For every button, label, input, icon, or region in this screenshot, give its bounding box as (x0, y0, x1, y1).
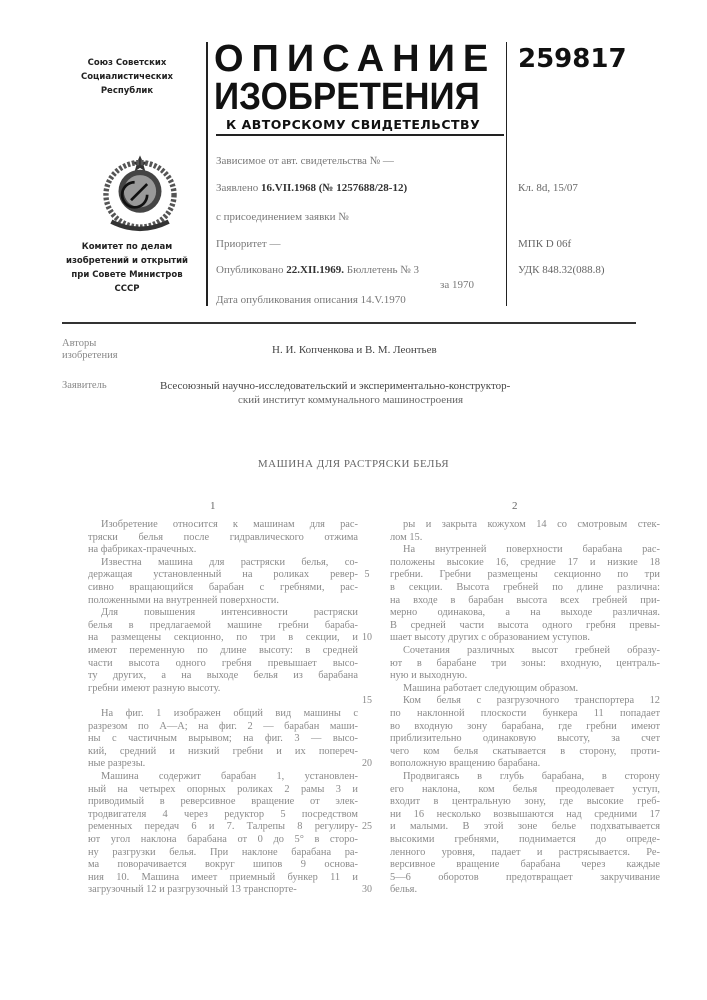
line-number: 20 (360, 758, 374, 769)
text-line: части высота одного гребня превышает высо- (88, 658, 358, 671)
authors-label-line: Авторы (62, 338, 118, 350)
country-line: Республик (62, 84, 192, 98)
text-line: воположную вращению барабана. (390, 758, 660, 771)
text-line: В средней части высота одного гребня превы- (390, 620, 660, 633)
committee-line: изобретений и открытий (62, 254, 192, 268)
text-line: тряски белья после гидравлического отжима (88, 532, 358, 545)
text-line: высокими гребнями, поднимается до опреде- (390, 834, 660, 847)
text-line: Продвигаясь в глубь барабана, в сторону (390, 771, 660, 784)
text-line: приблизительно одинаковую высоту, за счет (390, 733, 660, 746)
text-line: ют угол наклона барабана от 0 до 5° в сторо- (88, 834, 358, 847)
filed-value: 16.VII.1968 (№ 1257688/28-12) (261, 182, 407, 194)
line-number: 15 (360, 695, 374, 706)
authors-label (62, 338, 118, 362)
patent-number: 259817 (518, 44, 627, 74)
text-line: белья. (390, 884, 660, 897)
text-line: на входе в барабан высота всех гребней при- (390, 595, 660, 608)
filed-label: Заявлено (216, 182, 258, 194)
description-date: Дата опубликования описания 14.V.1970 (216, 294, 406, 306)
subtitle: К АВТОРСКОМУ СВИДЕТЕЛЬСТВУ (226, 118, 480, 132)
text-line: ры и закрыта кожухом 14 со смотровым стек- (390, 519, 660, 532)
class-kl: Кл. 8d, 15/07 (518, 182, 578, 194)
text-line: шает высоту других с образованием уступов. (390, 632, 660, 645)
text-line: Машина работает следующим образом. (390, 683, 660, 696)
country-line: Социалистических (62, 70, 192, 84)
text-line: по наклонной плоскости бункера 11 попадает (390, 708, 660, 721)
text-line: На фиг. 1 изображен общий вид машины с (88, 708, 358, 721)
committee-line: Комитет по делам (62, 240, 192, 254)
text-line: ные разрезы. (88, 758, 358, 771)
text-line: Ком белья с разгрузочного транспортера 12 (390, 695, 660, 708)
text-line: приводимый в реверсивное вращение от элек- (88, 796, 358, 809)
divider (506, 42, 507, 306)
divider (62, 322, 636, 324)
column-number: 2 (512, 500, 518, 512)
document-title: МАШИНА ДЛЯ РАСТРЯСКИ БЕЛЬЯ (0, 458, 707, 470)
published-label: Опубликовано (216, 264, 284, 276)
committee-line: при Совете Министров (62, 268, 192, 282)
title-description: ОПИСАНИЕ (214, 40, 496, 78)
applicant-line: ский институт коммунального машиностроения (238, 394, 463, 406)
text-line: ны с частичным вырывом; на фиг. 3 — высо- (88, 733, 358, 746)
text-line: во входную зону барабана, где гребни имеют (390, 721, 660, 734)
text-line: Для повышения интенсивности растряски (88, 607, 358, 620)
text-line: кий, средний и низкий гребни и их попереч- (88, 746, 358, 759)
text-line: лом 15. (390, 532, 660, 545)
text-line: имеют переменную по длине высоту: в средней (88, 645, 358, 658)
committee-name (62, 240, 192, 296)
text-line: входит в центральную зону, где высокие греб- (390, 796, 660, 809)
text-line: разрезом по А—А; на фиг. 2 — барабан маши- (88, 721, 358, 734)
state-emblem-icon (88, 150, 192, 236)
divider (206, 42, 208, 306)
text-line: ный на четырех опорных роликах 2 рамы 3 и (88, 784, 358, 797)
text-line: и малыми. В этой зоне белье подхватывается (390, 821, 660, 834)
text-line: ную и выходную. (390, 670, 660, 683)
text-line: ленного уровня, падает и растрясывается. Ре- (390, 847, 660, 860)
text-line: загрузочный 12 и разгрузочный 13 транспорте- (88, 884, 358, 897)
text-line: гребни имеют разную высоту. (88, 683, 358, 696)
line-number: 30 (360, 884, 374, 895)
column-number: 1 (210, 500, 216, 512)
text-line: 5—6 оборотов предотвращает закручивание (390, 872, 660, 885)
class-mpk: МПК D 06f (518, 238, 571, 250)
country-name (62, 56, 192, 98)
text-line: На внутренней поверхности барабана рас- (390, 544, 660, 557)
text-line: ни 16 несколько возвышаются над средними 17 (390, 809, 660, 822)
class-udk: УДК 848.32(088.8) (518, 264, 605, 276)
text-line: мерно одинакова, а на выходе различная. (390, 607, 660, 620)
text-line: Известна машина для растряски белья, со- (88, 557, 358, 570)
applicant-line: Всесоюзный научно-исследовательский и экспериментально-конструктор- (160, 380, 510, 392)
line-number: 10 (360, 632, 374, 643)
published-field (216, 264, 419, 276)
text-line: ременных передач 6 и 7. Талрепы 8 регулиру- (88, 821, 358, 834)
priority-field: Приоритет — (216, 238, 280, 250)
text-line: Машина содержит барабан 1, установлен- (88, 771, 358, 784)
authors-names: Н. И. Копченкова и В. М. Леонтьев (272, 344, 437, 356)
dependent-field: Зависимое от авт. свидетельства № — (216, 155, 394, 167)
text-line: положены высокие 16, средние 17 и низкие 18 (390, 557, 660, 570)
divider (216, 134, 504, 136)
text-line: ну разгрузки белья. При наклоне барабана ра- (88, 847, 358, 860)
text-line: тродвигателя 4 через редуктор 5 посредством (88, 809, 358, 822)
country-line: Союз Советских (62, 56, 192, 70)
text-line: на размещены секционно, по три в секции, и (88, 632, 358, 645)
text-line: на фабриках-прачечных. (88, 544, 358, 557)
bulletin-year: за 1970 (440, 279, 474, 291)
text-line: белья в предлагаемой машине гребни бараба- (88, 620, 358, 633)
text-line: сивно вращающийся барабан с гребнями, рас- (88, 582, 358, 595)
title-invention: ИЗОБРЕТЕНИЯ (214, 78, 480, 116)
text-line: Изобретение относится к машинам для рас- (88, 519, 358, 532)
published-value: 22.XII.1969. (286, 264, 344, 276)
text-line: ту других, а на выходе белья из барабана (88, 670, 358, 683)
text-line: гребни. Гребни размещены секционно по три (390, 569, 660, 582)
committee-line: СССР (62, 282, 192, 296)
text-line: держащая установленный на роликах ревер- (88, 569, 358, 582)
filed-field (216, 182, 407, 194)
text-line: Сочетания различных высот гребней образу- (390, 645, 660, 658)
text-line: ма поворачивается вокруг шипов 9 основа- (88, 859, 358, 872)
line-number: 5 (360, 569, 374, 580)
authors-label-line: изобретения (62, 350, 118, 362)
text-line: его наклона, ком белья преодолевает уступ, (390, 784, 660, 797)
line-number: 25 (360, 821, 374, 832)
applicant-label: Заявитель (62, 380, 107, 391)
text-line: положенными на внутренней поверхности. (88, 595, 358, 608)
joined-field: с присоединением заявки № (216, 211, 349, 223)
text-line: ния 10. Машина имеет приемный бункер 11 и (88, 872, 358, 885)
text-line: в секции. Высота гребней по длине различна: (390, 582, 660, 595)
text-line: ют в барабане три зоны: входную, централь- (390, 658, 660, 671)
text-line: чего ком белья скатывается в сторону, проти- (390, 746, 660, 759)
text-line: версивное вращение барабана через каждые (390, 859, 660, 872)
bulletin: Бюллетень № 3 (347, 264, 419, 276)
